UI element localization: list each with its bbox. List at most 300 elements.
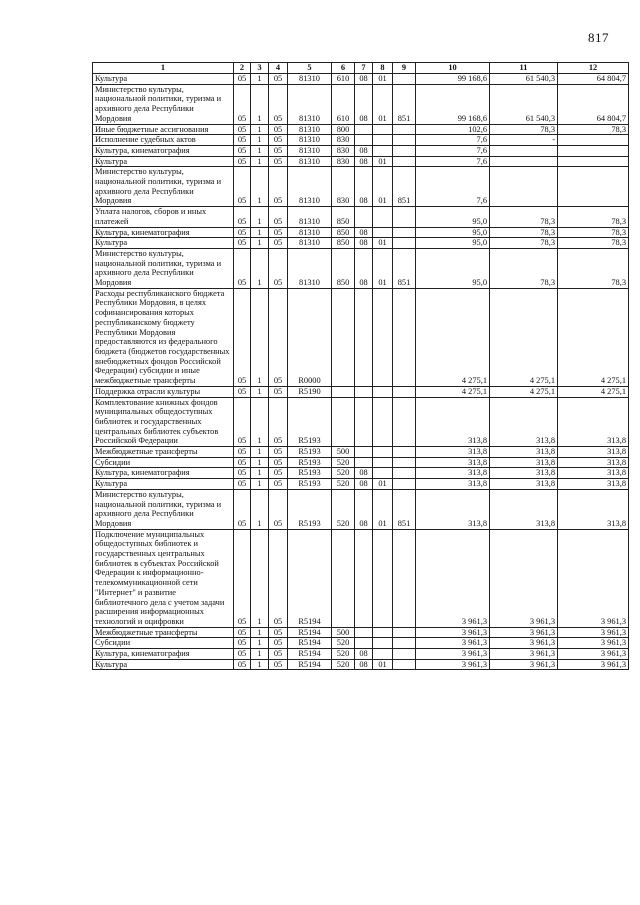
cell-col7: 08 — [355, 156, 373, 167]
cell-col5: R5190 — [288, 386, 332, 397]
cell-col9 — [393, 145, 416, 156]
row-name: Культура, кинематография — [93, 227, 234, 238]
cell-col7: 08 — [355, 659, 373, 670]
cell-col11 — [490, 156, 558, 167]
cell-col7 — [355, 386, 373, 397]
cell-col11: 61 540,3 — [490, 74, 558, 85]
cell-col10: 95,0 — [416, 207, 490, 227]
cell-col7: 08 — [355, 468, 373, 479]
cell-col3: 1 — [251, 529, 269, 627]
cell-col12: 4 275,1 — [558, 386, 629, 397]
cell-col5: 81310 — [288, 207, 332, 227]
row-name: Межбюджетные трансферты — [93, 447, 234, 458]
cell-col12: 64 804,7 — [558, 74, 629, 85]
table-row — [93, 659, 629, 670]
column-header: 7 — [355, 63, 373, 74]
cell-col9 — [393, 207, 416, 227]
cell-col2: 05 — [234, 135, 251, 146]
cell-col9 — [393, 468, 416, 479]
cell-col5: 81310 — [288, 84, 332, 124]
cell-col6 — [332, 529, 355, 627]
column-header: 1 — [93, 63, 234, 74]
column-header: 10 — [416, 63, 490, 74]
cell-col12: 78,3 — [558, 207, 629, 227]
column-header: 11 — [490, 63, 558, 74]
cell-col2: 05 — [234, 457, 251, 468]
cell-col6: 520 — [332, 659, 355, 670]
table-row — [93, 397, 629, 447]
cell-col9 — [393, 227, 416, 238]
cell-col11: 3 961,3 — [490, 638, 558, 649]
cell-col9: 851 — [393, 489, 416, 529]
row-name: Расходы республиканского бюджета Республики Мордовия, в целях софинансирования которых республиканскому бюджету Республики Мордовия предоставляются из федерального бюджета (бюджетов государственных внебюджетных фондов Российской Федерации) субсидии и иные межбюджетные трансферты — [93, 288, 234, 386]
cell-col3: 1 — [251, 238, 269, 249]
cell-col7: 08 — [355, 489, 373, 529]
cell-col4: 05 — [269, 167, 288, 207]
cell-col5: R5194 — [288, 649, 332, 660]
cell-col9 — [393, 238, 416, 249]
table-row — [93, 457, 629, 468]
table-row — [93, 489, 629, 529]
cell-col2: 05 — [234, 529, 251, 627]
table-row — [93, 627, 629, 638]
cell-col6: 850 — [332, 248, 355, 288]
cell-col2: 05 — [234, 627, 251, 638]
cell-col8 — [373, 227, 393, 238]
cell-col7 — [355, 447, 373, 458]
table-row — [93, 167, 629, 207]
cell-col8 — [373, 649, 393, 660]
cell-col9 — [393, 288, 416, 386]
row-name: Комплектование книжных фондов муниципальных общедоступных библиотек и государственных центральных библиотек субъектов Российской Федерации — [93, 397, 234, 447]
cell-col9 — [393, 156, 416, 167]
cell-col8 — [373, 457, 393, 468]
row-name: Культура, кинематография — [93, 468, 234, 479]
row-name: Поддержка отрасли культуры — [93, 386, 234, 397]
cell-col7 — [355, 135, 373, 146]
cell-col4: 05 — [269, 447, 288, 458]
cell-col5: 81310 — [288, 167, 332, 207]
cell-col3: 1 — [251, 638, 269, 649]
cell-col8: 01 — [373, 74, 393, 85]
cell-col6: 850 — [332, 238, 355, 249]
cell-col8 — [373, 135, 393, 146]
cell-col9: 851 — [393, 167, 416, 207]
cell-col10: 4 275,1 — [416, 386, 490, 397]
cell-col8 — [373, 288, 393, 386]
cell-col10: 313,8 — [416, 457, 490, 468]
cell-col7 — [355, 207, 373, 227]
cell-col3: 1 — [251, 207, 269, 227]
cell-col7: 08 — [355, 479, 373, 490]
cell-col10: 7,6 — [416, 167, 490, 207]
cell-col11: 3 961,3 — [490, 649, 558, 660]
cell-col6: 520 — [332, 468, 355, 479]
cell-col8: 01 — [373, 659, 393, 670]
cell-col5: R5194 — [288, 529, 332, 627]
table-row — [93, 649, 629, 660]
cell-col11: 4 275,1 — [490, 386, 558, 397]
cell-col4: 05 — [269, 659, 288, 670]
cell-col6: 500 — [332, 447, 355, 458]
table-row — [93, 479, 629, 490]
table-row — [93, 135, 629, 146]
cell-col12: 3 961,3 — [558, 659, 629, 670]
cell-col10: 99 168,6 — [416, 74, 490, 85]
cell-col7 — [355, 288, 373, 386]
cell-col9 — [393, 457, 416, 468]
cell-col2: 05 — [234, 489, 251, 529]
cell-col6: 830 — [332, 145, 355, 156]
cell-col10: 95,0 — [416, 248, 490, 288]
cell-col9 — [393, 447, 416, 458]
cell-col4: 05 — [269, 227, 288, 238]
cell-col10: 313,8 — [416, 479, 490, 490]
cell-col8 — [373, 386, 393, 397]
column-header: 3 — [251, 63, 269, 74]
cell-col9 — [393, 74, 416, 85]
row-name: Министерство культуры, национальной политики, туризма и архивного дела Республики Мордовия — [93, 248, 234, 288]
cell-col8: 01 — [373, 156, 393, 167]
row-name: Межбюджетные трансферты — [93, 627, 234, 638]
cell-col6: 520 — [332, 649, 355, 660]
cell-col2: 05 — [234, 638, 251, 649]
row-name: Уплата налогов, сборов и иных платежей — [93, 207, 234, 227]
cell-col10: 102,6 — [416, 124, 490, 135]
row-name: Культура, кинематография — [93, 145, 234, 156]
cell-col4: 05 — [269, 84, 288, 124]
column-header: 9 — [393, 63, 416, 74]
row-name: Культура — [93, 659, 234, 670]
cell-col4: 05 — [269, 638, 288, 649]
cell-col4: 05 — [269, 288, 288, 386]
cell-col2: 05 — [234, 156, 251, 167]
cell-col12: 313,8 — [558, 468, 629, 479]
cell-col11: 3 961,3 — [490, 659, 558, 670]
cell-col12: 313,8 — [558, 447, 629, 458]
cell-col4: 05 — [269, 468, 288, 479]
cell-col3: 1 — [251, 479, 269, 490]
cell-col9 — [393, 638, 416, 649]
cell-col11: 3 961,3 — [490, 529, 558, 627]
cell-col3: 1 — [251, 124, 269, 135]
cell-col11: 313,8 — [490, 489, 558, 529]
cell-col12: 3 961,3 — [558, 649, 629, 660]
cell-col8 — [373, 627, 393, 638]
cell-col8 — [373, 529, 393, 627]
cell-col3: 1 — [251, 397, 269, 447]
cell-col10: 7,6 — [416, 156, 490, 167]
cell-col2: 05 — [234, 227, 251, 238]
cell-col4: 05 — [269, 248, 288, 288]
cell-col2: 05 — [234, 207, 251, 227]
cell-col10: 95,0 — [416, 238, 490, 249]
cell-col7 — [355, 529, 373, 627]
cell-col7: 08 — [355, 74, 373, 85]
cell-col8: 01 — [373, 84, 393, 124]
cell-col11 — [490, 145, 558, 156]
cell-col10: 3 961,3 — [416, 638, 490, 649]
cell-col11: 4 275,1 — [490, 288, 558, 386]
cell-col3: 1 — [251, 659, 269, 670]
cell-col2: 05 — [234, 74, 251, 85]
cell-col11: 78,3 — [490, 207, 558, 227]
cell-col7 — [355, 457, 373, 468]
cell-col6: 850 — [332, 227, 355, 238]
cell-col7: 08 — [355, 167, 373, 207]
cell-col7: 08 — [355, 238, 373, 249]
cell-col6: 830 — [332, 156, 355, 167]
cell-col2: 05 — [234, 479, 251, 490]
cell-col8: 01 — [373, 167, 393, 207]
cell-col12: 78,3 — [558, 248, 629, 288]
cell-col5: 81310 — [288, 156, 332, 167]
row-name: Субсидии — [93, 457, 234, 468]
cell-col4: 05 — [269, 479, 288, 490]
table-row — [93, 156, 629, 167]
table-row — [93, 288, 629, 386]
cell-col10: 99 168,6 — [416, 84, 490, 124]
cell-col2: 05 — [234, 649, 251, 660]
cell-col11: 78,3 — [490, 238, 558, 249]
cell-col5: R5193 — [288, 479, 332, 490]
cell-col6: 520 — [332, 479, 355, 490]
budget-table — [92, 62, 629, 670]
cell-col5: R5194 — [288, 638, 332, 649]
cell-col10: 95,0 — [416, 227, 490, 238]
cell-col2: 05 — [234, 288, 251, 386]
cell-col10: 3 961,3 — [416, 529, 490, 627]
table-row — [93, 529, 629, 627]
cell-col3: 1 — [251, 227, 269, 238]
cell-col4: 05 — [269, 457, 288, 468]
cell-col10: 7,6 — [416, 135, 490, 146]
cell-col5: 81310 — [288, 238, 332, 249]
cell-col12: 78,3 — [558, 238, 629, 249]
cell-col2: 05 — [234, 238, 251, 249]
cell-col12: 3 961,3 — [558, 529, 629, 627]
table-row — [93, 238, 629, 249]
cell-col8 — [373, 124, 393, 135]
cell-col2: 05 — [234, 167, 251, 207]
cell-col3: 1 — [251, 84, 269, 124]
cell-col6: 800 — [332, 124, 355, 135]
cell-col3: 1 — [251, 74, 269, 85]
column-header: 12 — [558, 63, 629, 74]
cell-col4: 05 — [269, 529, 288, 627]
cell-col5: R5193 — [288, 489, 332, 529]
cell-col4: 05 — [269, 649, 288, 660]
cell-col3: 1 — [251, 145, 269, 156]
cell-col2: 05 — [234, 124, 251, 135]
row-name: Министерство культуры, национальной политики, туризма и архивного дела Республики Мордовия — [93, 167, 234, 207]
cell-col6: 520 — [332, 638, 355, 649]
cell-col3: 1 — [251, 248, 269, 288]
cell-col11: 61 540,3 — [490, 84, 558, 124]
cell-col12 — [558, 156, 629, 167]
table-row — [93, 124, 629, 135]
row-name: Культура — [93, 156, 234, 167]
cell-col4: 05 — [269, 74, 288, 85]
table-row — [93, 145, 629, 156]
cell-col12: 313,8 — [558, 457, 629, 468]
cell-col2: 05 — [234, 248, 251, 288]
cell-col3: 1 — [251, 468, 269, 479]
cell-col6 — [332, 288, 355, 386]
cell-col10: 313,8 — [416, 468, 490, 479]
row-name: Культура — [93, 74, 234, 85]
cell-col10: 3 961,3 — [416, 627, 490, 638]
cell-col5: 81310 — [288, 145, 332, 156]
row-name: Иные бюджетные ассигнования — [93, 124, 234, 135]
cell-col10: 313,8 — [416, 397, 490, 447]
cell-col10: 7,6 — [416, 145, 490, 156]
row-name: Культура, кинематография — [93, 649, 234, 660]
cell-col3: 1 — [251, 649, 269, 660]
cell-col7 — [355, 124, 373, 135]
cell-col4: 05 — [269, 124, 288, 135]
cell-col2: 05 — [234, 447, 251, 458]
cell-col4: 05 — [269, 386, 288, 397]
table-row — [93, 207, 629, 227]
cell-col5: 81310 — [288, 248, 332, 288]
cell-col9: 851 — [393, 84, 416, 124]
cell-col6: 500 — [332, 627, 355, 638]
column-header: 8 — [373, 63, 393, 74]
row-name: Подключение муниципальных общедоступных библиотек и государственных центральных библиотек в субъектах Российской Федерации к информационно-телекоммуникационной сети "Интернет" и развитие библиотечного дела с учетом задачи расширения информационных технологий и оцифровки — [93, 529, 234, 627]
cell-col4: 05 — [269, 156, 288, 167]
cell-col12: 3 961,3 — [558, 638, 629, 649]
cell-col8 — [373, 207, 393, 227]
cell-col5: R5193 — [288, 397, 332, 447]
page-number: 817 — [588, 30, 609, 45]
cell-col4: 05 — [269, 489, 288, 529]
cell-col3: 1 — [251, 489, 269, 529]
cell-col6: 610 — [332, 74, 355, 85]
cell-col7: 08 — [355, 145, 373, 156]
cell-col5: 81310 — [288, 74, 332, 85]
cell-col10: 3 961,3 — [416, 659, 490, 670]
cell-col5: R5193 — [288, 457, 332, 468]
cell-col5: R5194 — [288, 659, 332, 670]
cell-col11 — [490, 167, 558, 207]
cell-col12: 313,8 — [558, 489, 629, 529]
cell-col12 — [558, 135, 629, 146]
cell-col11: 313,8 — [490, 397, 558, 447]
cell-col11: - — [490, 135, 558, 146]
cell-col6: 520 — [332, 489, 355, 529]
cell-col3: 1 — [251, 288, 269, 386]
cell-col7 — [355, 397, 373, 447]
cell-col9: 851 — [393, 248, 416, 288]
cell-col9 — [393, 135, 416, 146]
cell-col6: 830 — [332, 167, 355, 207]
cell-col8: 01 — [373, 248, 393, 288]
cell-col3: 1 — [251, 156, 269, 167]
cell-col7: 08 — [355, 84, 373, 124]
cell-col12: 64 804,7 — [558, 84, 629, 124]
cell-col5: 81310 — [288, 227, 332, 238]
cell-col2: 05 — [234, 84, 251, 124]
table-row — [93, 84, 629, 124]
cell-col9 — [393, 397, 416, 447]
cell-col6 — [332, 397, 355, 447]
cell-col9 — [393, 479, 416, 490]
cell-col11: 78,3 — [490, 248, 558, 288]
row-name: Министерство культуры, национальной политики, туризма и архивного дела Республики Мордовия — [93, 84, 234, 124]
cell-col2: 05 — [234, 468, 251, 479]
table-row — [93, 386, 629, 397]
header-row — [93, 63, 629, 74]
cell-col11: 78,3 — [490, 227, 558, 238]
cell-col12 — [558, 167, 629, 207]
cell-col10: 313,8 — [416, 489, 490, 529]
cell-col11: 3 961,3 — [490, 627, 558, 638]
cell-col12: 78,3 — [558, 227, 629, 238]
cell-col3: 1 — [251, 167, 269, 207]
cell-col3: 1 — [251, 447, 269, 458]
cell-col6: 610 — [332, 84, 355, 124]
cell-col6: 830 — [332, 135, 355, 146]
cell-col5: R0000 — [288, 288, 332, 386]
cell-col6: 520 — [332, 457, 355, 468]
cell-col5: R5193 — [288, 468, 332, 479]
cell-col10: 313,8 — [416, 447, 490, 458]
column-header: 5 — [288, 63, 332, 74]
cell-col8 — [373, 145, 393, 156]
cell-col5: R5194 — [288, 627, 332, 638]
table-row — [93, 227, 629, 238]
cell-col3: 1 — [251, 457, 269, 468]
row-name: Культура — [93, 238, 234, 249]
table-row — [93, 447, 629, 458]
cell-col5: R5193 — [288, 447, 332, 458]
cell-col8: 01 — [373, 479, 393, 490]
cell-col12 — [558, 145, 629, 156]
cell-col6 — [332, 386, 355, 397]
cell-col11: 313,8 — [490, 479, 558, 490]
cell-col6: 850 — [332, 207, 355, 227]
cell-col3: 1 — [251, 135, 269, 146]
cell-col11: 313,8 — [490, 457, 558, 468]
cell-col5: 81310 — [288, 135, 332, 146]
table-row — [93, 74, 629, 85]
cell-col4: 05 — [269, 145, 288, 156]
cell-col4: 05 — [269, 397, 288, 447]
cell-col9 — [393, 649, 416, 660]
cell-col2: 05 — [234, 386, 251, 397]
cell-col7: 08 — [355, 227, 373, 238]
cell-col7 — [355, 638, 373, 649]
cell-col12: 4 275,1 — [558, 288, 629, 386]
cell-col9 — [393, 124, 416, 135]
cell-col5: 81310 — [288, 124, 332, 135]
cell-col3: 1 — [251, 386, 269, 397]
table-row — [93, 468, 629, 479]
column-header: 2 — [234, 63, 251, 74]
row-name: Исполнение судебных актов — [93, 135, 234, 146]
cell-col8 — [373, 468, 393, 479]
cell-col2: 05 — [234, 659, 251, 670]
cell-col3: 1 — [251, 627, 269, 638]
cell-col8: 01 — [373, 489, 393, 529]
cell-col10: 4 275,1 — [416, 288, 490, 386]
cell-col12: 78,3 — [558, 124, 629, 135]
table-body — [93, 74, 629, 670]
cell-col9 — [393, 386, 416, 397]
cell-col4: 05 — [269, 135, 288, 146]
cell-col8 — [373, 638, 393, 649]
